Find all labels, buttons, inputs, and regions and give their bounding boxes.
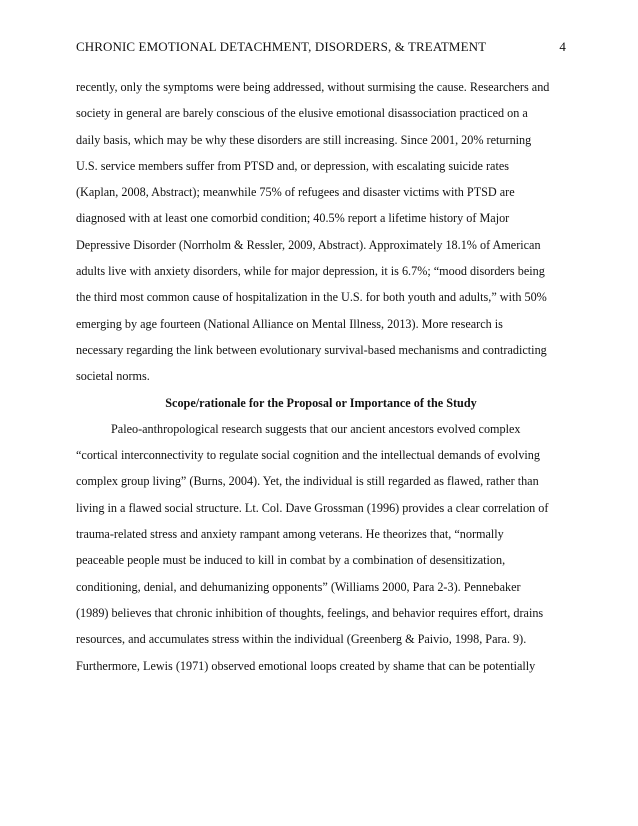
section-paragraph-line: conditioning, denial, and dehumanizing opponents” (Williams 2000, Para 2-3). Pennebaker bbox=[76, 579, 521, 594]
paragraph-line: adults live with anxiety disorders, while for major depression, it is 6.7%; “mood disorders being bbox=[76, 264, 545, 279]
paragraph-line: (Kaplan, 2008, Abstract); meanwhile 75% of refugees and disaster victims with PTSD are bbox=[76, 185, 515, 200]
section-paragraph-line: peaceable people must be induced to kill in combat by a combination of desensitization, bbox=[76, 553, 506, 568]
section-paragraph-line: trauma-related stress and anxiety rampant among veterans. He theorizes that, “normally bbox=[76, 527, 504, 542]
section-paragraph-line: complex group living” (Burns, 2004). Yet, the individual is still regarded as flawed, rather than bbox=[76, 474, 539, 489]
paragraph-line: diagnosed with at least one comorbid condition; 40.5% report a lifetime history of Major bbox=[76, 211, 510, 226]
running-head bbox=[76, 38, 566, 56]
paragraph-line: Depressive Disorder (Norrholm & Ressler, 2009, Abstract). Approximately 18.1% of American bbox=[76, 237, 541, 252]
paragraph-line: emerging by age fourteen (National Alliance on Mental Illness, 2013). More research is bbox=[76, 316, 503, 331]
section-paragraph-line: “cortical interconnectivity to regulate social cognition and the intellectual demands of evolving bbox=[76, 448, 540, 463]
paragraph-line: society in general are barely conscious of the elusive emotional disassociation practiced on a bbox=[76, 106, 528, 121]
paragraph-line: U.S. service members suffer from PTSD and, or depression, with escalating suicide rates bbox=[76, 158, 510, 173]
body-text bbox=[76, 78, 566, 683]
paragraph-line: the third most common cause of hospitalization in the U.S. for both youth and adults,” with 50% bbox=[76, 290, 547, 305]
section-paragraph-line: Furthermore, Lewis (1971) observed emotional loops created by shame that can be potentially bbox=[76, 658, 536, 673]
section-heading: Scope/rationale for the Proposal or Importance of the Study bbox=[165, 395, 477, 410]
section-paragraph-line: living in a flawed social structure. Lt. Col. Dave Grossman (1996) provides a clear correlation of bbox=[76, 500, 549, 515]
section-paragraph-line: Paleo-anthropological research suggests that our ancient ancestors evolved complex bbox=[111, 421, 521, 436]
section-paragraph-line: resources, and accumulates stress within the individual (Greenberg & Paivio, 1998, Para. 9). bbox=[76, 632, 527, 647]
paragraph-line: daily basis, which may be why these disorders are still increasing. Since 2001, 20% returning bbox=[76, 132, 532, 147]
paragraph-line: societal norms. bbox=[76, 369, 150, 384]
paragraph-line: necessary regarding the link between evolutionary survival-based mechanisms and contradicting bbox=[76, 342, 547, 357]
paragraph-line: recently, only the symptoms were being addressed, without surmising the cause. Researchers and bbox=[76, 80, 550, 94]
section-paragraph-line: (1989) believes that chronic inhibition of thoughts, feelings, and behavior requires effort, drains bbox=[76, 605, 544, 620]
running-head-title: CHRONIC EMOTIONAL DETACHMENT, DISORDERS, & TREATMENT bbox=[76, 39, 487, 54]
page-number: 4 bbox=[559, 39, 566, 54]
